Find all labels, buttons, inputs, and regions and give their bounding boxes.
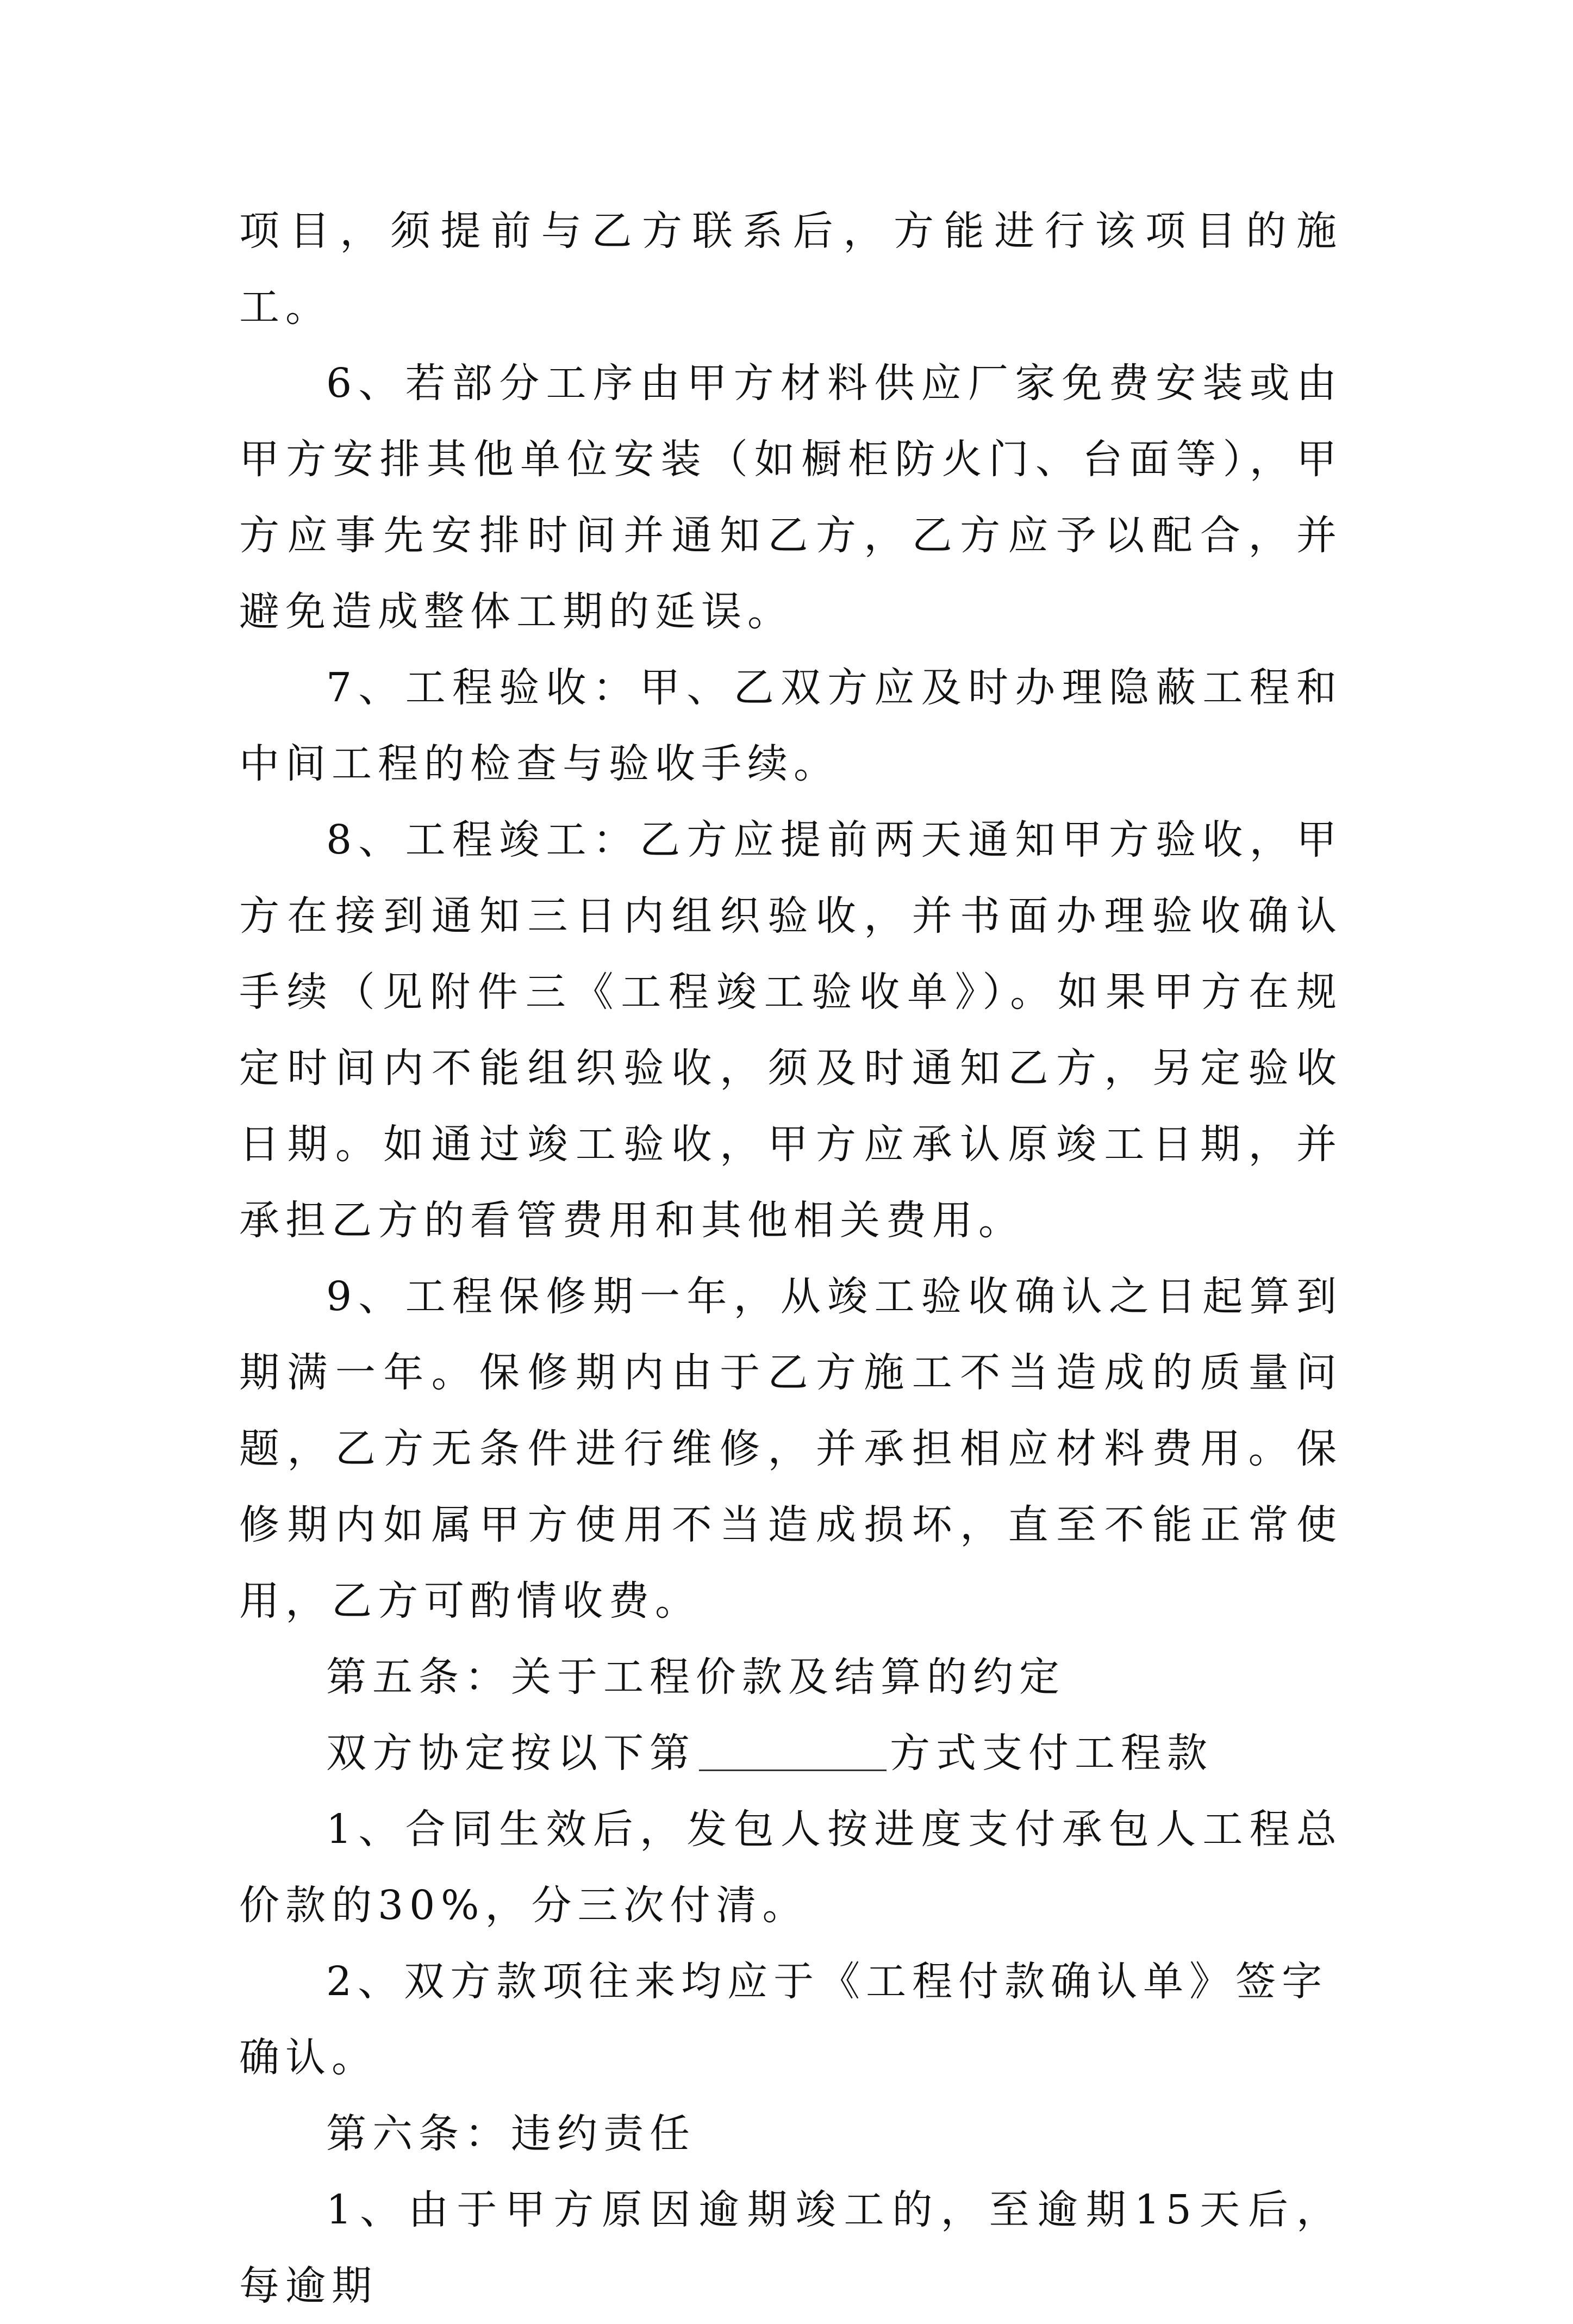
document-body	[239, 193, 1343, 2324]
clause-8: 8、工程竣工：乙方应提前两天通知甲方验收，甲方在接到通知三日内组织验收，并书面办理验收确认手续（见附件三《工程竣工验收单》）。如果甲方在规定时间内不能组织验收，须及时通知乙方，另定验收日期。如通过竣工验收，甲方应承认原竣工日期，并承担乙方的看管费用和其他相关费用。	[239, 817, 1343, 1244]
payment-method-prefix: 双方协定按以下第	[326, 1730, 696, 1777]
breach-clause-1: 1、由于甲方原因逾期竣工的，至逾期15天后，每逾期	[239, 2186, 1343, 2309]
clause-7: 7、工程验收：甲、乙双方应及时办理隐蔽工程和中间工程的检查与验收手续。	[239, 664, 1343, 787]
clause-6: 6、若部分工序由甲方材料供应厂家免费安装或由甲方安排其他单位安装（如橱柜防火门、台面等），甲方应事先安排时间并通知乙方，乙方应予以配合，并避免造成整体工期的延误。	[239, 360, 1343, 635]
paragraph-continued: 项目，须提前与乙方联系后，方能进行该项目的施工。	[239, 208, 1343, 331]
article-5-title: 第五条：关于工程价款及结算的约定	[326, 1654, 1065, 1700]
article-6-title: 第六条：违约责任	[326, 2110, 696, 2157]
payment-method-blank	[699, 1731, 887, 1771]
payment-method-suffix: 方式支付工程款	[890, 1730, 1213, 1777]
payment-clause-1: 1、合同生效后，发包人按进度支付承包人工程总价款的30%，分三次付清。	[239, 1806, 1343, 1929]
clause-9: 9、工程保修期一年，从竣工验收确认之日起算到期满一年。保修期内由于乙方施工不当造成的质量问题，乙方无条件进行维修，并承担相应材料费用。保修期内如属甲方使用不当造成损坏，直至不能正常使用，乙方可酌情收费。	[239, 1273, 1343, 1624]
payment-clause-2: 2、双方款项往来均应于《工程付款确认单》签字确认。	[239, 1958, 1328, 2081]
payment-method-line	[239, 1715, 1343, 1791]
